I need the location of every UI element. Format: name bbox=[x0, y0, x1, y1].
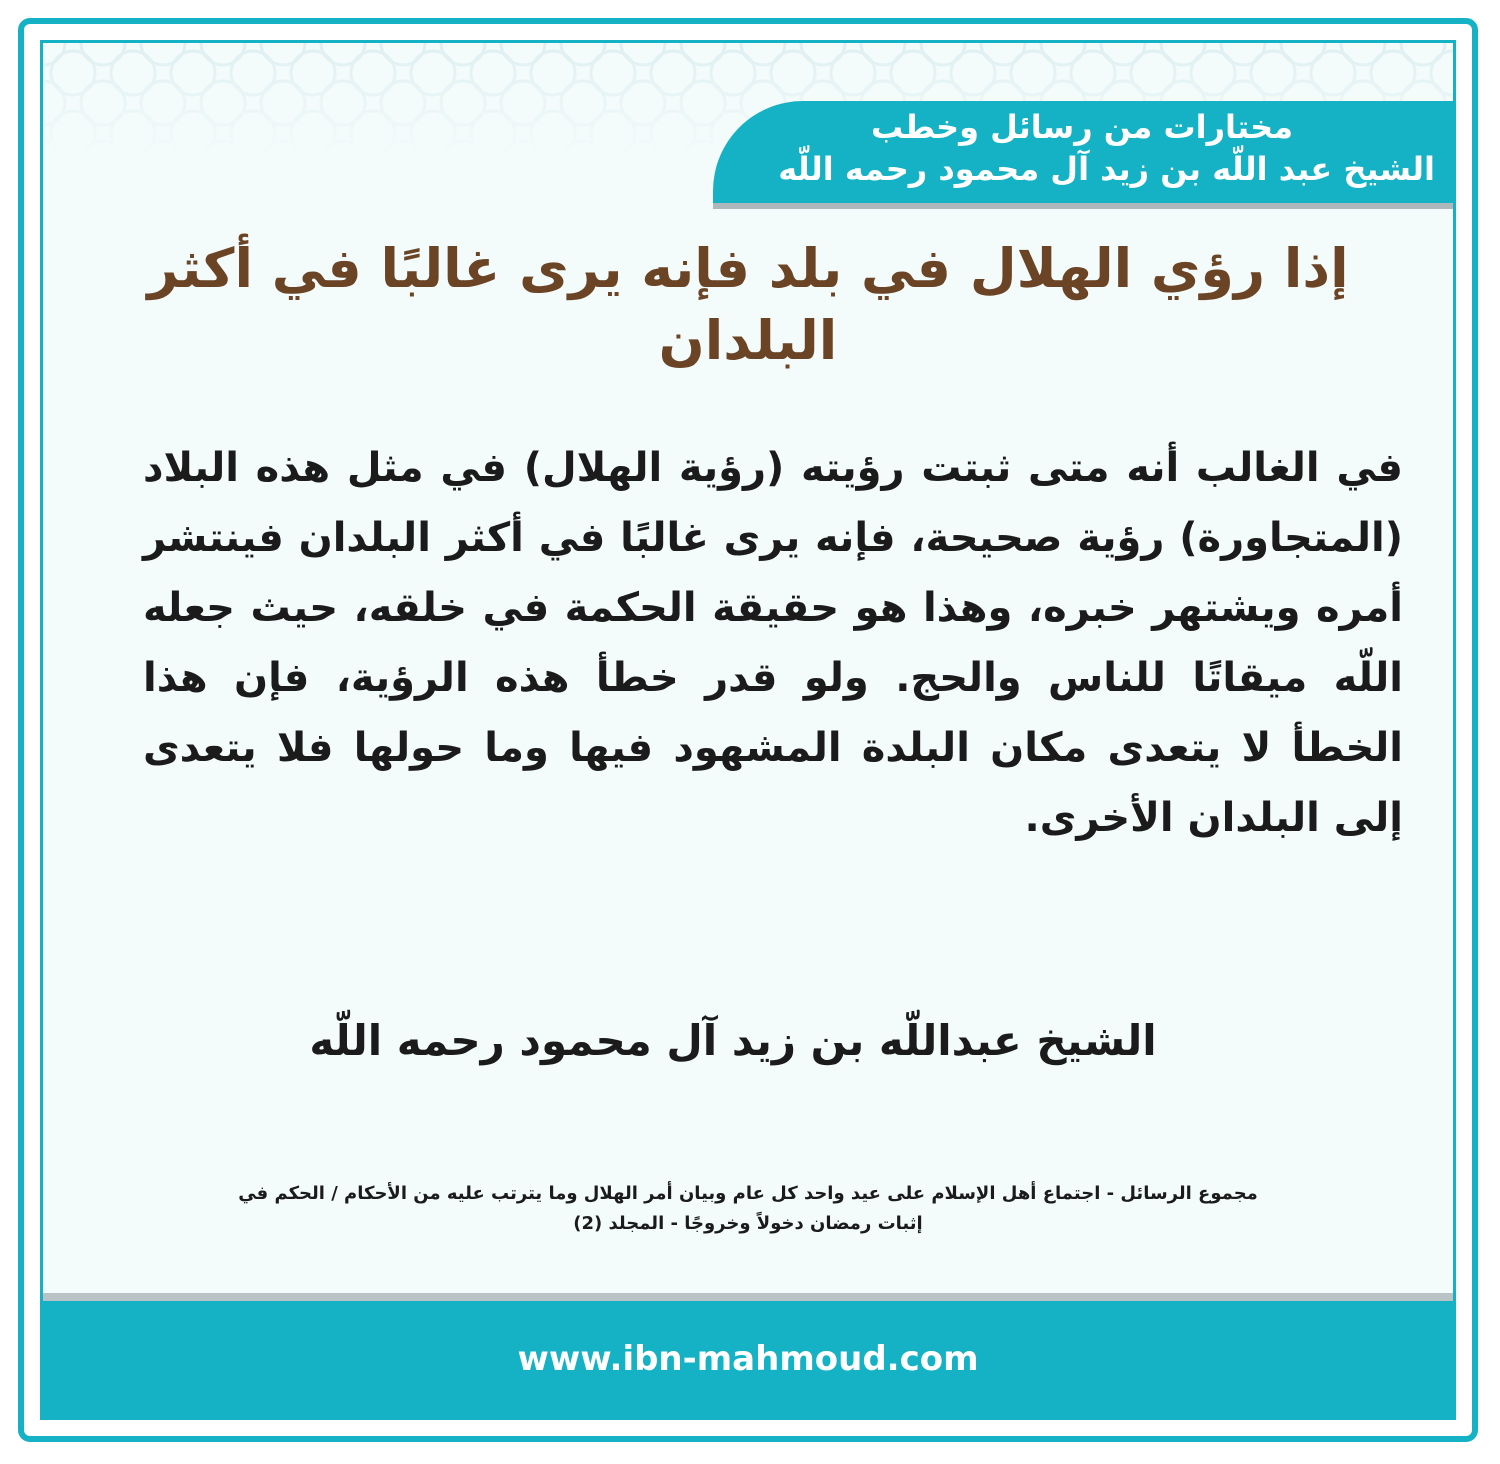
source-reference bbox=[123, 1179, 1373, 1239]
header-author: الشيخ عبد اللّه بن زيد آل محمود رحمه اللّه bbox=[778, 150, 1435, 188]
source-line-1: مجموع الرسائل - اجتماع أهل الإسلام على عيد واحد كل عام وبيان أمر الهلال وما يترتب عليه من الأحكام / الحكم في bbox=[238, 1183, 1258, 1204]
quote-body: في الغالب أنه متى ثبتت رؤيته (رؤية الهلال) في مثل هذه البلاد (المتجاورة) رؤية صحيحة، فإنه يرى غالبًا في أكثر البلدان فينتشر أمره ويشتهر خبره، وهذا هو حقيقة الحكمة في خلقه، حيث جعله اللّه ميقاتًا للناس والحج. ولو قدر خطأ هذه الرؤية، فإن هذا الخطأ لا يتعدى مكان البلدة المشهود فيها وما حولها فلا يتعدى إلى البلدان الأخرى. bbox=[143, 445, 1403, 841]
website-link[interactable]: www.ibn-mahmoud.com bbox=[517, 1339, 979, 1379]
header-subtitle: مختارات من رسائل وخطب bbox=[870, 108, 1293, 146]
source-line-2: إثبات رمضان دخولاً وخروجًا - المجلد (2) bbox=[573, 1213, 923, 1234]
author-signature: الشيخ عبداللّه بن زيد آل محمود رحمه اللّه bbox=[309, 1016, 1157, 1065]
header-banner bbox=[713, 101, 1453, 209]
page-title: إذا رؤي الهلال في بلد فإنه يرى غالبًا في أكثر البلدان bbox=[147, 237, 1349, 372]
footer-bar bbox=[43, 1301, 1453, 1420]
card bbox=[40, 40, 1456, 1420]
